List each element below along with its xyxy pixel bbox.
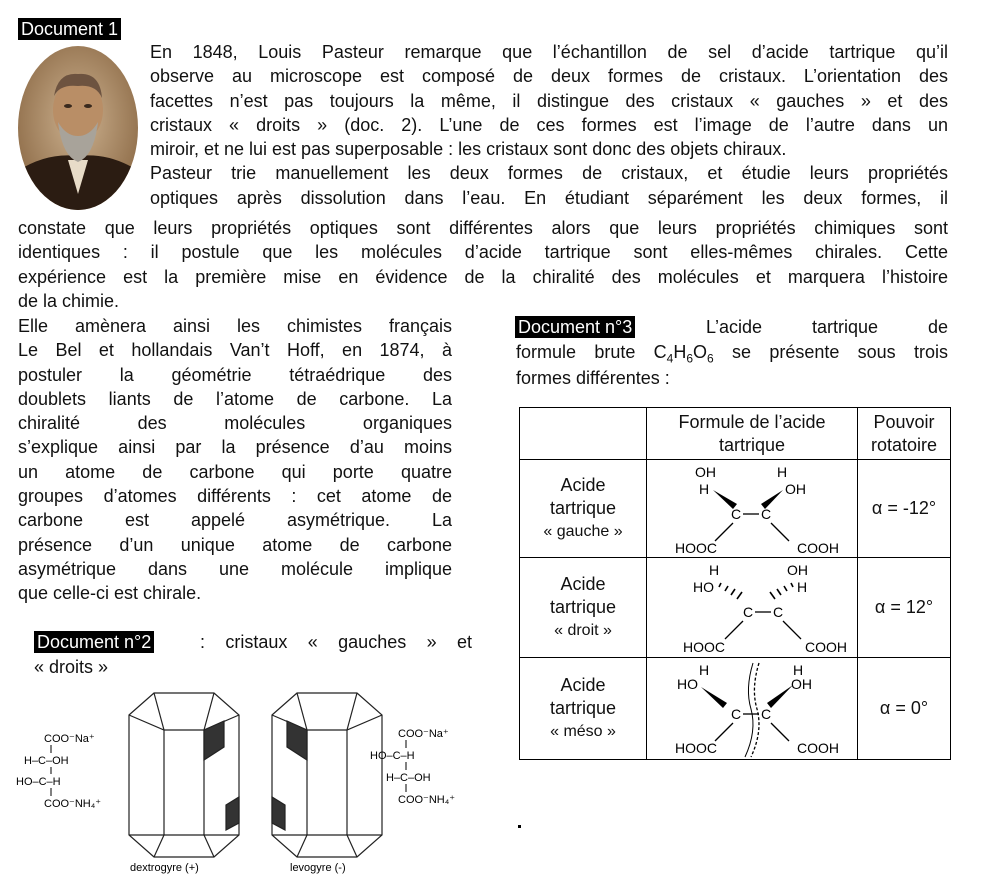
table-row: [520, 460, 951, 558]
atom-label: C: [773, 603, 784, 620]
doc3-intro-line: formule brute $C_4H_6O_6$ se présente sous trois: [516, 342, 948, 366]
left-col-line: groupes d’atomes différents : cet atome de: [18, 486, 452, 507]
doc1-line: observe au microscope est composé de deux formes de cristaux. L’orientation des: [150, 66, 948, 87]
atom-label: H: [793, 661, 804, 678]
doc3-tag: Document n°3: [515, 316, 635, 338]
atom-label: C: [731, 505, 742, 522]
formula-text: H–C–OH: [386, 772, 431, 784]
pasteur-portrait: [16, 44, 140, 212]
row-name-line: Acide: [560, 675, 606, 695]
doc1-text-full: [18, 216, 948, 313]
left-col-line: présence d’un unique atome de carbone: [18, 534, 452, 555]
header-formula-line: tartrique: [718, 434, 786, 455]
atom-label: COOH: [797, 539, 839, 556]
doc2-caption: [200, 630, 472, 654]
row-name-line: « méso »: [550, 723, 616, 740]
formula-text: H–C–OH: [24, 755, 69, 767]
doc1-line: identiques : il postule que les molécules d’acide tartrique sont elles-mêmes chirales. Cette: [18, 242, 948, 263]
doc3-intro-line: L’acide tartrique de: [706, 317, 948, 337]
levo-label: levogyre (-): [290, 862, 346, 874]
doc2-caption-line: : cristaux « gauches » et: [200, 632, 472, 652]
doc1-line: En 1848, Louis Pasteur remarque que l’échantillon de sel d’acide tartrique qu’il: [150, 42, 948, 62]
atom-label: H: [699, 480, 710, 497]
atom-label: C: [761, 705, 772, 722]
formula-text: HO–C–H: [370, 750, 415, 762]
row-name-line: « droit »: [554, 622, 612, 639]
atom-label: H: [699, 661, 710, 678]
row-name-cell: [520, 558, 647, 658]
row-formula-cell: [647, 460, 858, 558]
structure-gauche: [647, 461, 857, 557]
atom-label: H: [777, 463, 788, 480]
stray-dot: [518, 825, 521, 828]
header-power-line: Pouvoir: [873, 411, 935, 432]
atom-label: HO: [677, 675, 698, 692]
doc1-line: Pasteur trie manuellement les deux formes de cristaux, et étudie leurs propriétés: [150, 163, 948, 184]
atom-label: COOH: [805, 638, 847, 655]
atom-label: HO: [693, 578, 714, 595]
doc1-line: optiques après dissolution dans l’eau. En étudiant séparément les deux formes, il: [150, 187, 948, 208]
atom-label: COOH: [797, 739, 839, 756]
atom-label: C: [743, 603, 754, 620]
formula-text: COO⁻Na⁺: [398, 728, 449, 740]
formula-text: COO⁻NH₄⁺: [44, 798, 102, 810]
dextro-label: dextrogyre (+): [130, 862, 199, 874]
row-name-line: Acide: [560, 574, 606, 594]
table-row: [520, 658, 951, 760]
doc1-line: expérience est la première mise en évidence de la chiralité des molécules et marquera l’histoire: [18, 266, 948, 287]
header-formula-line: Formule de l’acide: [678, 411, 826, 432]
row-formula-cell: [647, 658, 858, 760]
formula-text: COO⁻Na⁺: [44, 733, 95, 745]
levo-crystal: [272, 693, 382, 857]
doc1-line: cristaux « droits » (doc. 2). L’une de ces formes est l’image de l’autre dans un: [150, 114, 948, 135]
formula-text: HO–C–H: [16, 776, 61, 788]
header-empty-cell: [520, 408, 647, 460]
row-name-line: Acide: [560, 475, 606, 495]
doc1-line: miroir, et ne lui est pas superposable : les cristaux sont donc des objets chiraux.: [150, 139, 787, 160]
row-name-cell: [520, 658, 647, 760]
doc1-line: constate que leurs propriétés optiques sont différentes alors que leurs propriétés chimiques sont: [18, 218, 948, 238]
doc3-intro-line3: formes différentes :: [516, 368, 670, 388]
doc1-line: de la chimie.: [18, 290, 120, 311]
doc2-tag: Document n°2: [34, 631, 154, 653]
row-power-cell: α = -12°: [858, 460, 951, 558]
atom-label: C: [761, 505, 772, 522]
row-name-line: tartrique: [549, 698, 617, 718]
tartaric-acid-table: [519, 407, 951, 760]
doc1-tag: Document 1: [18, 18, 121, 40]
left-col-line: Le Bel et hollandais Van’t Hoff, en 1874, à: [18, 340, 452, 361]
atom-label: H: [709, 561, 720, 578]
left-col-line: carbone est appelé asymétrique. La: [18, 510, 452, 531]
row-name-line: tartrique: [549, 597, 617, 617]
atom-label: OH: [785, 480, 806, 497]
atom-label: C: [731, 705, 742, 722]
left-col-line: Elle amènera ainsi les chimistes français: [18, 316, 452, 336]
left-col-line: que celle-ci est chirale.: [18, 583, 202, 604]
atom-label: HOOC: [675, 539, 717, 556]
levo-formula: [370, 728, 455, 806]
crystals-figure: [14, 685, 494, 880]
structure-droit: [647, 559, 857, 657]
atom-label: OH: [791, 675, 812, 692]
atom-label: H: [797, 578, 808, 595]
row-power-cell: α = 12°: [858, 558, 951, 658]
row-formula-cell: [647, 558, 858, 658]
structure-meso: [647, 659, 857, 759]
dextro-crystal: [129, 693, 239, 857]
row-power-cell: α = 0°: [858, 658, 951, 760]
formula-text: COO⁻NH₄⁺: [398, 794, 456, 806]
header-power-line: rotatoire: [870, 434, 938, 455]
atom-label: HOOC: [683, 638, 725, 655]
left-col-line: s’explique ainsi par la présence d’au moins: [18, 437, 452, 458]
doc3-intro-rest: [706, 315, 948, 339]
doc2-caption-line2: « droits »: [34, 657, 109, 677]
left-col-line: doublets liants de l’atome de carbone. La: [18, 388, 452, 409]
atom-label: OH: [695, 463, 716, 480]
atom-label: OH: [787, 561, 808, 578]
row-name-line: « gauche »: [543, 523, 623, 540]
left-col-line: un atome de carbone qui porte quatre: [18, 461, 452, 482]
table-row: [520, 558, 951, 658]
dextro-formula: [16, 733, 101, 810]
left-column-text: [18, 314, 452, 606]
row-name-cell: [520, 460, 647, 558]
doc1-line: facettes n’est pas toujours la même, il distingue des cristaux « gauches » et des: [150, 90, 948, 111]
row-name-line: tartrique: [549, 498, 617, 518]
header-formula-cell: [647, 408, 858, 460]
left-col-line: chiralité des molécules organiques: [18, 413, 452, 434]
left-col-line: asymétrique dans une molécule implique: [18, 558, 452, 579]
table-header-row: [520, 408, 951, 460]
doc1-text-wrap: [150, 40, 948, 210]
left-col-line: postuler la géométrie tétraédrique des: [18, 364, 452, 385]
atom-label: HOOC: [675, 739, 717, 756]
header-power-cell: [858, 408, 951, 460]
